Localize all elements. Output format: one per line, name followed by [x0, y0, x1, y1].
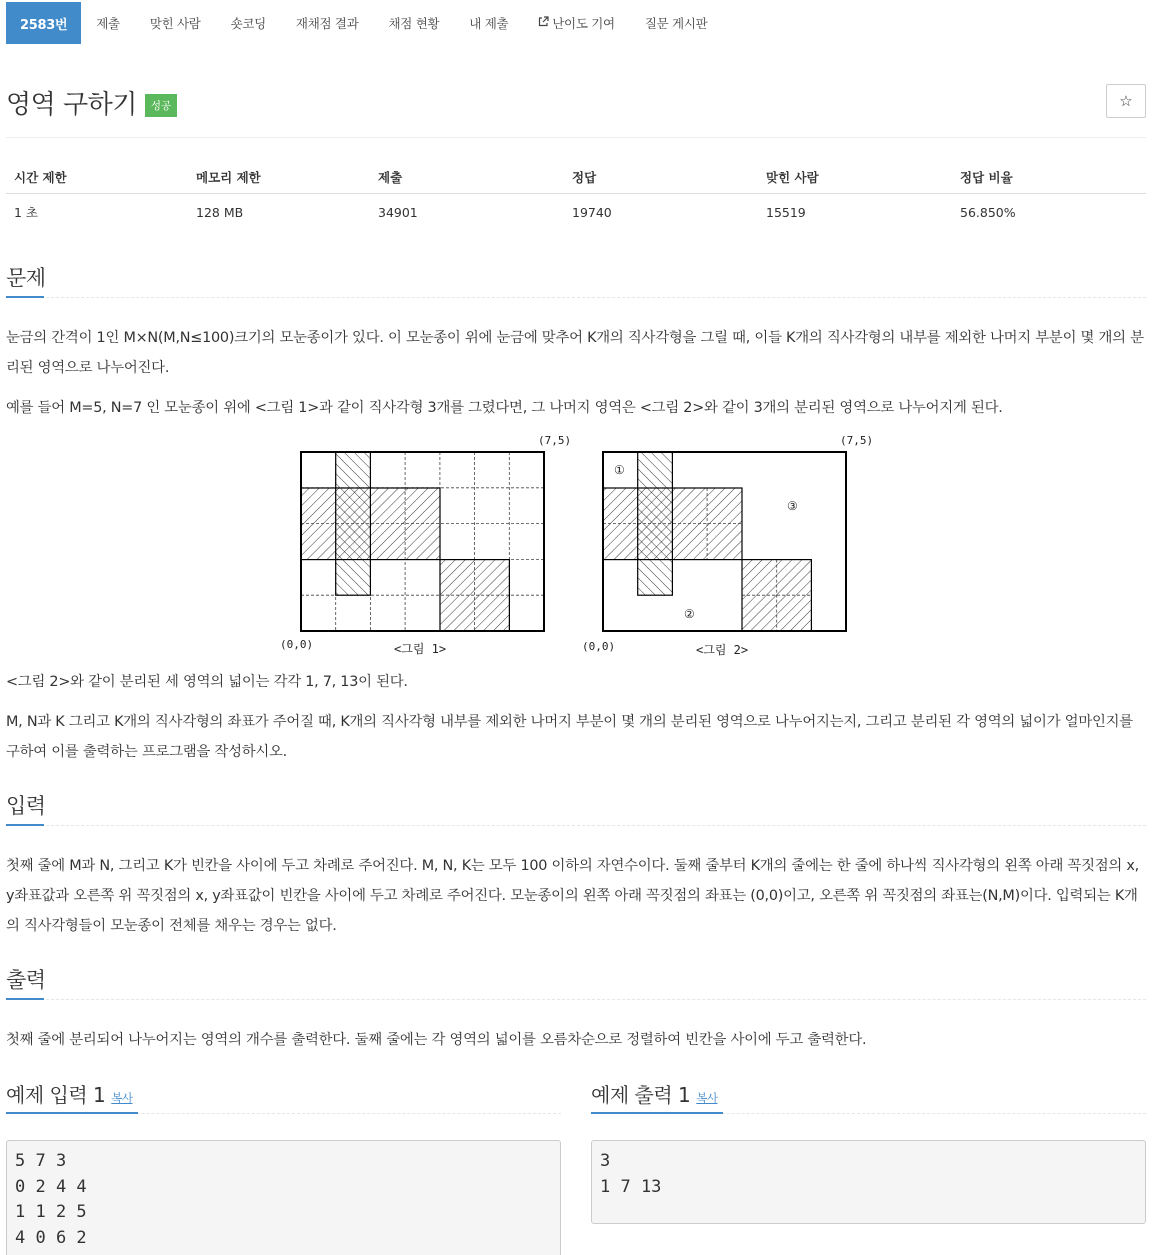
table-cell: 34901	[378, 204, 418, 220]
table-header: 시간 제한	[14, 169, 67, 185]
page-title: 영역 구하기	[6, 90, 137, 120]
problem-header	[6, 84, 177, 121]
corner-label: (7,5)	[840, 434, 874, 447]
table-cell: 128 MB	[196, 204, 244, 220]
favorite-button[interactable]	[1106, 84, 1146, 118]
section-divider	[6, 825, 1146, 826]
tab-my-submissions[interactable]: 내 제출	[469, 16, 509, 31]
section-title-description: 문제	[6, 266, 46, 290]
table-row	[6, 194, 1146, 230]
example-input-box[interactable]: 5 7 3 0 2 4 4 1 1 2 5 4 0 6 2	[6, 1140, 561, 1255]
table-header: 메모리 제한	[196, 169, 261, 185]
table-header-row	[6, 160, 1146, 194]
section-divider	[6, 297, 1146, 298]
description-paragraph: M, N과 K 그리고 K개의 직사각형의 좌표가 주어질 때, K개의 직사각형 내부를 제외한 나머지 부분이 몇 개의 분리된 영역으로 나누어지는지, 그리고 분리된 각 영역의 넓이가 얼마인지를 구하여 이를 출력하는 프로그램을 작성하시오.	[6, 714, 1133, 760]
table-cell: 56.850%	[960, 204, 1016, 220]
section-divider	[6, 999, 1146, 1000]
section-underline	[591, 1112, 723, 1114]
section-underline	[6, 998, 44, 1000]
table-cell: 15519	[766, 204, 806, 220]
table-header: 제출	[378, 169, 403, 185]
figure-caption: <그림 1>	[394, 642, 447, 656]
tab-short-coding[interactable]: 숏코딩	[230, 16, 266, 31]
problem-nav	[6, 2, 722, 44]
tab-problem[interactable]: 2583번	[6, 2, 81, 44]
region-label-1: ①	[614, 463, 625, 477]
example-output-header	[591, 1079, 717, 1108]
tab-submit[interactable]: 제출	[96, 16, 120, 31]
status-badge: 성공	[145, 94, 177, 117]
section-underline	[6, 1112, 138, 1114]
section-title-input: 입력	[6, 794, 46, 818]
origin-label: (0,0)	[582, 640, 616, 653]
copy-input-button[interactable]: 복사	[111, 1091, 133, 1105]
problem-info-table	[6, 160, 1146, 230]
output-paragraph: 첫째 줄에 분리되어 나누어지는 영역의 개수를 출력한다. 둘째 줄에는 각 영역의 넓이를 오름차순으로 정렬하여 빈칸을 사이에 두고 출력한다.	[6, 1032, 867, 1048]
table-header: 정답	[572, 169, 597, 185]
input-paragraph: 첫째 줄에 M과 N, 그리고 K가 빈칸을 사이에 두고 차례로 주어진다. M, N, K는 모두 100 이하의 자연수이다. 둘째 줄부터 K개의 줄에는 한 줄에 하나씩 직사각형의 왼쪽 아래 꼭짓점의 x, y좌표값과 오른쪽 위 꼭짓점의 x, y좌표값이 빈칸을 사이에 두고 차례로 주어진다. 모눈종이의 왼쪽 아래 꼭짓점의 좌표는 (0,0)이고, 오른쪽 위 꼭짓점의 좌표는(N,M)이다. 입력되는 K개의 직사각형들이 모눈종이 전체를 채우는 경우는 없다.	[6, 858, 1139, 934]
description-paragraph: <그림 2>와 같이 분리된 세 영역의 넓이는 각각 1, 7, 13이 된다.	[6, 674, 408, 690]
star-icon: ☆	[1119, 92, 1133, 110]
problem-figure	[270, 428, 890, 668]
figure-caption: <그림 2>	[696, 643, 749, 657]
table-cell: 1 초	[14, 205, 39, 220]
region-label-2: ②	[684, 607, 695, 621]
example-output-title: 예제 출력 1	[591, 1083, 691, 1107]
figure-2	[582, 434, 873, 657]
tab-solved-users[interactable]: 맞힌 사람	[149, 16, 201, 31]
description-paragraph: 눈금의 간격이 1인 M×N(M,N≤100)크기의 모눈종이가 있다. 이 모눈종이 위에 눈금에 맞추어 K개의 직사각형을 그릴 때, 이들 K개의 직사각형의 내부를 제외한 나머지 부분이 몇 개의 분리된 영역으로 나누어진다.	[6, 330, 1144, 376]
tab-difficulty-label: 난이도 기여	[552, 16, 615, 31]
example-input-header	[6, 1079, 132, 1108]
tab-qna-board[interactable]: 질문 게시판	[644, 16, 708, 31]
table-header: 맞힌 사람	[766, 169, 819, 185]
divider	[6, 137, 1146, 138]
external-link-icon	[538, 16, 549, 30]
region-label-3: ③	[787, 499, 798, 513]
copy-output-button[interactable]: 복사	[696, 1091, 718, 1105]
example-output-box[interactable]: 3 1 7 13	[591, 1140, 1146, 1224]
example-input-title: 예제 입력 1	[6, 1083, 106, 1107]
tab-rejudge-result[interactable]: 재채점 결과	[295, 16, 359, 31]
section-underline	[6, 824, 44, 826]
table-cell: 19740	[572, 204, 612, 220]
tab-status[interactable]: 채점 현황	[388, 16, 440, 31]
section-title-output: 출력	[6, 968, 46, 992]
figure-1	[280, 434, 571, 656]
origin-label: (0,0)	[280, 638, 314, 651]
section-underline	[6, 296, 44, 298]
corner-label: (7,5)	[538, 434, 572, 447]
table-header: 정답 비율	[960, 169, 1013, 185]
description-paragraph: 예를 들어 M=5, N=7 인 모눈종이 위에 <그림 1>과 같이 직사각형 3개를 그렸다면, 그 나머지 영역은 <그림 2>와 같이 3개의 분리된 영역으로 나누어지게 된다.	[6, 400, 1003, 416]
tab-difficulty-contribute[interactable]	[523, 2, 630, 44]
